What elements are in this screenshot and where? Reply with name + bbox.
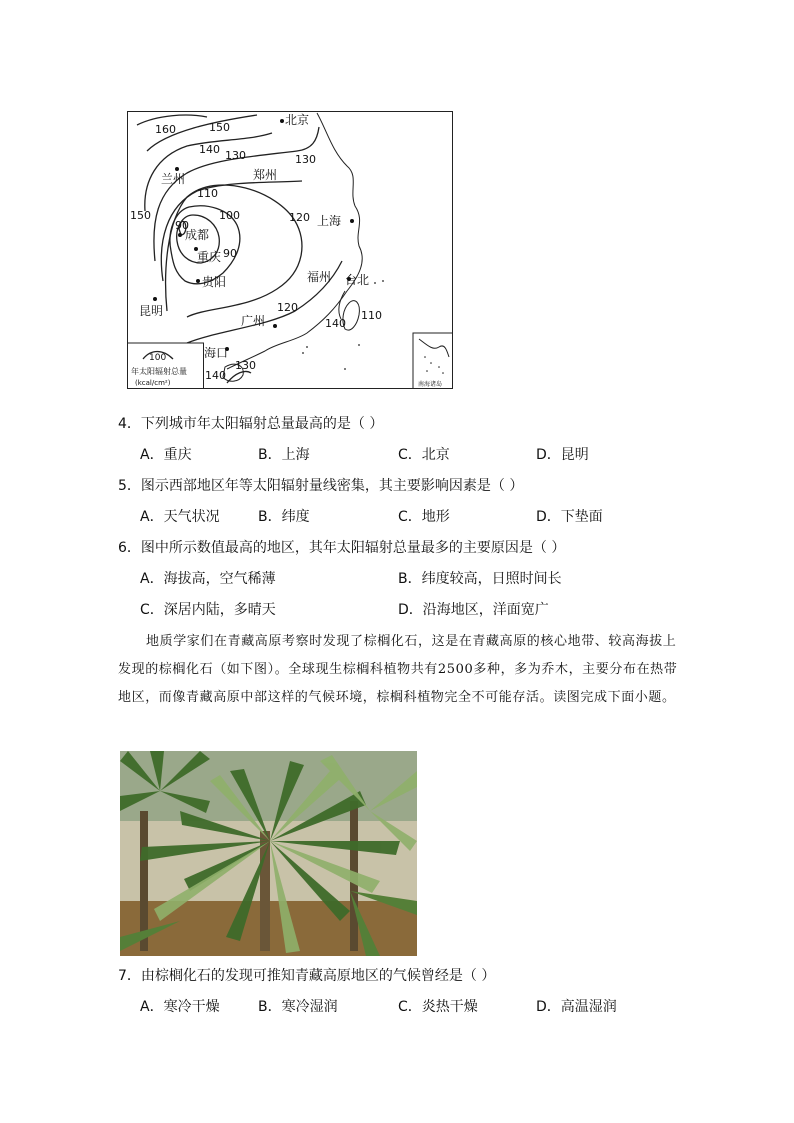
q4-option-a[interactable]: A．重庆 <box>140 447 192 463</box>
city-label: 昆明 <box>139 304 164 318</box>
inset-label: 南海诸岛 <box>418 381 443 388</box>
q5-option-b[interactable]: B．纬度 <box>258 509 310 525</box>
question-6: 6．图中所示数值最高的地区，其年太阳辐射总量最多的主要原因是（ ） <box>118 540 566 556</box>
city-label: 福州 <box>307 270 332 284</box>
contour-label: 140 <box>199 143 220 156</box>
legend-unit: (kcal/cm²) <box>135 379 171 387</box>
city-label: 贵阳 <box>202 275 227 289</box>
contour-label: 100 <box>219 209 240 222</box>
q7-option-c[interactable]: C．炎热干燥 <box>398 999 478 1015</box>
q4-option-c[interactable]: C．北京 <box>398 447 450 463</box>
city-label: 成都 <box>185 228 210 242</box>
q4-option-d[interactable]: D．昆明 <box>536 447 589 463</box>
passage-text: 地质学家们在青藏高原考察时发现了棕榈化石，这是在青藏高原的核心地带、较高海拔上发现的棕榈化石（如下图）。全球现生棕榈科植物共有2500多种，多为乔木，主要分布在热带地区，而像青藏高原中部这样的气候环境，棕榈科植物完全不可能存活。读图完成下面小题。 <box>118 634 678 705</box>
contour-label: 140 <box>325 317 346 330</box>
q7-option-d[interactable]: D．高温湿润 <box>536 999 617 1015</box>
contour-label: 110 <box>361 309 382 322</box>
city-label: 北京 <box>285 113 310 127</box>
contour-label: 130 <box>225 149 246 162</box>
question-5: 5．图示西部地区年等太阳辐射量线密集，其主要影响因素是（ ） <box>118 478 524 494</box>
q7-option-b[interactable]: B．寒冷湿润 <box>258 999 338 1015</box>
question-4: 4．下列城市年太阳辐射总量最高的是（ ） <box>118 416 384 432</box>
q5-option-a[interactable]: A．天气状况 <box>140 509 220 525</box>
city-label: 重庆 <box>197 250 222 264</box>
contour-label: 90 <box>223 247 237 260</box>
legend-title: 年太阳辐射总量 <box>131 367 187 376</box>
q6-option-d[interactable]: D．沿海地区，洋面宽广 <box>398 602 549 618</box>
south-china-sea-inset <box>413 333 453 389</box>
contour-label: 90 <box>175 219 189 232</box>
q6-option-c[interactable]: C．深居内陆，多晴天 <box>140 602 276 618</box>
question-7: 7．由棕榈化石的发现可推知青藏高原地区的气候曾经是（ ） <box>118 968 496 984</box>
solar-radiation-map <box>127 111 453 389</box>
city-label: 海口 <box>204 346 229 360</box>
contour-label: 140 <box>205 369 226 382</box>
q4-option-b[interactable]: B．上海 <box>258 447 310 463</box>
contour-label: 150 <box>209 121 230 134</box>
city-label: 台北 <box>345 273 370 287</box>
q7-option-a[interactable]: A．寒冷干燥 <box>140 999 220 1015</box>
legend-value: 100 <box>149 353 167 363</box>
contour-label: 160 <box>155 123 176 136</box>
city-label: 郑州 <box>253 168 278 182</box>
contour-label: 130 <box>295 153 316 166</box>
map-legend <box>128 343 204 389</box>
q6-option-a[interactable]: A．海拔高，空气稀薄 <box>140 571 276 587</box>
contour-label: 110 <box>197 187 218 200</box>
q5-option-c[interactable]: C．地形 <box>398 509 450 525</box>
contour-label: 150 <box>130 209 151 222</box>
contour-label: 120 <box>277 301 298 314</box>
city-label: 上海 <box>317 214 342 228</box>
q5-option-d[interactable]: D．下垫面 <box>536 509 603 525</box>
city-label: 兰州 <box>161 172 186 186</box>
contour-label: 120 <box>289 211 310 224</box>
contour-label: 130 <box>235 359 256 372</box>
q6-option-b[interactable]: B．纬度较高，日照时间长 <box>398 571 562 587</box>
palm-photo <box>120 751 417 956</box>
city-label: 广州 <box>241 314 266 328</box>
